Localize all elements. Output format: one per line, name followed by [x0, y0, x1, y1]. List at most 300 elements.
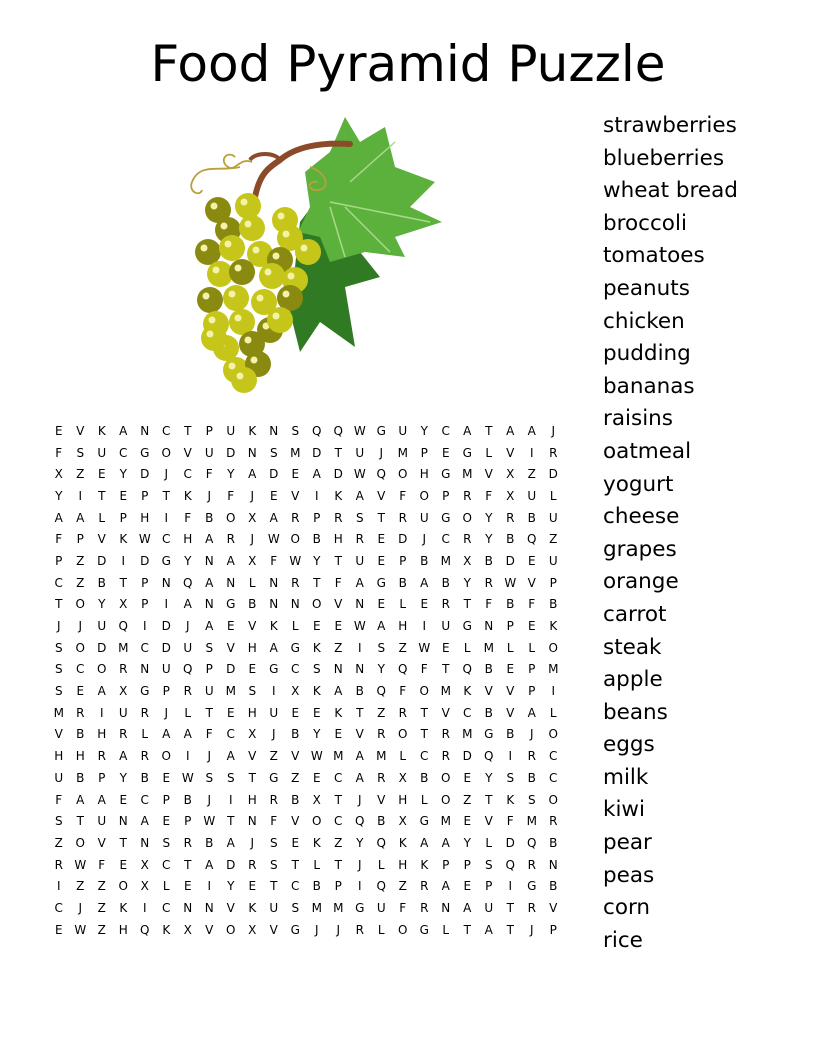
grid-letter[interactable]: C: [226, 727, 235, 742]
grid-letter[interactable]: B: [549, 879, 558, 894]
grid-letter[interactable]: A: [205, 575, 214, 590]
grid-letter[interactable]: O: [75, 640, 85, 655]
grid-letter[interactable]: O: [462, 510, 472, 525]
grid-letter[interactable]: K: [506, 792, 515, 807]
grid-letter[interactable]: P: [485, 879, 493, 894]
grid-letter[interactable]: D: [226, 857, 236, 872]
grid-letter[interactable]: T: [334, 857, 342, 872]
grid-letter[interactable]: I: [99, 705, 104, 720]
grid-letter[interactable]: O: [75, 597, 85, 612]
grid-letter[interactable]: C: [334, 814, 343, 829]
grid-letter[interactable]: A: [269, 640, 278, 655]
grid-letter[interactable]: K: [312, 684, 321, 699]
grid-letter[interactable]: K: [463, 684, 472, 699]
grid-letter[interactable]: O: [290, 532, 300, 547]
grid-letter[interactable]: V: [506, 445, 515, 460]
grid-letter[interactable]: S: [506, 770, 515, 785]
grid-letter[interactable]: R: [463, 488, 472, 503]
grid-letter[interactable]: P: [528, 684, 536, 699]
grid-letter[interactable]: J: [250, 532, 255, 547]
grid-letter[interactable]: P: [442, 488, 450, 503]
grid-letter[interactable]: S: [226, 770, 235, 785]
grid-letter[interactable]: E: [162, 814, 171, 829]
grid-letter[interactable]: P: [313, 510, 321, 525]
grid-letter[interactable]: R: [334, 510, 343, 525]
grid-letter[interactable]: E: [291, 467, 300, 482]
grid-letter[interactable]: I: [529, 445, 534, 460]
grid-letter[interactable]: V: [97, 532, 106, 547]
grid-letter[interactable]: V: [226, 900, 235, 915]
grid-letter[interactable]: Y: [420, 423, 428, 438]
grid-letter[interactable]: V: [76, 423, 85, 438]
grid-letter[interactable]: Z: [527, 467, 536, 482]
grid-letter[interactable]: X: [248, 727, 257, 742]
grid-letter[interactable]: B: [527, 510, 536, 525]
grid-letter[interactable]: P: [55, 553, 63, 568]
grid-letter[interactable]: E: [506, 662, 515, 677]
grid-letter[interactable]: P: [399, 553, 407, 568]
grid-letter[interactable]: B: [140, 770, 149, 785]
grid-letter[interactable]: J: [185, 619, 190, 634]
grid-letter[interactable]: J: [250, 835, 255, 850]
grid-letter[interactable]: X: [54, 467, 63, 482]
grid-letter[interactable]: B: [76, 770, 85, 785]
grid-letter[interactable]: U: [183, 640, 193, 655]
grid-letter[interactable]: M: [333, 900, 344, 915]
grid-letter[interactable]: Z: [463, 792, 472, 807]
grid-letter[interactable]: R: [527, 749, 536, 764]
grid-letter[interactable]: W: [353, 619, 366, 634]
grid-letter[interactable]: R: [269, 792, 278, 807]
grid-letter[interactable]: T: [420, 727, 428, 742]
grid-letter[interactable]: T: [184, 423, 192, 438]
grid-letter[interactable]: R: [355, 922, 364, 937]
grid-letter[interactable]: H: [75, 749, 85, 764]
grid-letter[interactable]: A: [355, 770, 364, 785]
grid-letter[interactable]: A: [527, 423, 536, 438]
grid-letter[interactable]: Q: [183, 575, 193, 590]
grid-letter[interactable]: A: [527, 705, 536, 720]
grid-letter[interactable]: A: [355, 749, 364, 764]
grid-letter[interactable]: Q: [333, 423, 343, 438]
grid-letter[interactable]: T: [227, 814, 235, 829]
grid-letter[interactable]: Z: [398, 879, 407, 894]
grid-letter[interactable]: K: [334, 488, 343, 503]
grid-letter[interactable]: I: [185, 749, 190, 764]
grid-letter[interactable]: N: [204, 900, 214, 915]
grid-letter[interactable]: W: [181, 770, 194, 785]
grid-letter[interactable]: Y: [463, 835, 471, 850]
grid-letter[interactable]: V: [506, 705, 515, 720]
grid-letter[interactable]: A: [162, 727, 171, 742]
grid-letter[interactable]: K: [248, 423, 257, 438]
grid-letter[interactable]: L: [399, 749, 407, 764]
grid-letter[interactable]: R: [527, 900, 536, 915]
grid-letter[interactable]: F: [506, 814, 514, 829]
grid-letter[interactable]: Q: [376, 467, 386, 482]
grid-letter[interactable]: U: [527, 488, 537, 503]
grid-letter[interactable]: Q: [118, 619, 128, 634]
grid-letter[interactable]: E: [463, 770, 472, 785]
grid-letter[interactable]: X: [398, 770, 407, 785]
grid-letter[interactable]: O: [75, 835, 85, 850]
grid-letter[interactable]: T: [420, 705, 428, 720]
grid-letter[interactable]: H: [247, 640, 257, 655]
grid-letter[interactable]: U: [97, 814, 107, 829]
grid-letter[interactable]: P: [442, 857, 450, 872]
grid-letter[interactable]: S: [248, 684, 257, 699]
grid-letter[interactable]: J: [529, 922, 534, 937]
grid-letter[interactable]: T: [442, 662, 450, 677]
grid-letter[interactable]: A: [76, 792, 85, 807]
grid-letter[interactable]: C: [291, 662, 300, 677]
grid-letter[interactable]: M: [311, 900, 322, 915]
grid-letter[interactable]: H: [183, 532, 193, 547]
grid-letter[interactable]: A: [441, 879, 450, 894]
grid-letter[interactable]: Z: [54, 835, 63, 850]
grid-letter[interactable]: C: [162, 532, 171, 547]
grid-letter[interactable]: U: [419, 510, 429, 525]
grid-letter[interactable]: W: [203, 814, 216, 829]
grid-letter[interactable]: P: [205, 423, 213, 438]
grid-letter[interactable]: F: [55, 532, 63, 547]
grid-letter[interactable]: H: [140, 510, 150, 525]
grid-letter[interactable]: I: [314, 488, 319, 503]
grid-letter[interactable]: R: [463, 532, 472, 547]
grid-letter[interactable]: N: [269, 423, 279, 438]
grid-letter[interactable]: M: [462, 727, 473, 742]
grid-letter[interactable]: V: [484, 684, 493, 699]
grid-letter[interactable]: R: [398, 510, 407, 525]
grid-letter[interactable]: Y: [184, 553, 192, 568]
grid-letter[interactable]: R: [441, 597, 450, 612]
grid-letter[interactable]: O: [548, 727, 558, 742]
grid-letter[interactable]: J: [207, 488, 212, 503]
grid-letter[interactable]: R: [183, 835, 192, 850]
grid-letter[interactable]: E: [420, 597, 429, 612]
grid-letter[interactable]: N: [269, 575, 279, 590]
grid-letter[interactable]: N: [140, 662, 150, 677]
grid-letter[interactable]: J: [78, 900, 83, 915]
grid-letter[interactable]: J: [336, 922, 341, 937]
grid-letter[interactable]: O: [548, 792, 558, 807]
grid-letter[interactable]: O: [548, 640, 558, 655]
grid-letter[interactable]: P: [119, 510, 127, 525]
grid-letter[interactable]: B: [549, 835, 558, 850]
grid-letter[interactable]: T: [506, 900, 514, 915]
grid-letter[interactable]: J: [164, 467, 169, 482]
word-search-grid[interactable]: [48, 420, 588, 941]
grid-letter[interactable]: G: [462, 445, 472, 460]
grid-letter[interactable]: E: [334, 727, 343, 742]
grid-letter[interactable]: U: [269, 900, 279, 915]
grid-letter[interactable]: W: [289, 553, 302, 568]
grid-letter[interactable]: Z: [398, 640, 407, 655]
grid-letter[interactable]: A: [355, 488, 364, 503]
grid-letter[interactable]: E: [248, 879, 257, 894]
grid-letter[interactable]: K: [312, 835, 321, 850]
grid-letter[interactable]: C: [54, 575, 63, 590]
grid-letter[interactable]: J: [78, 619, 83, 634]
grid-letter[interactable]: J: [250, 488, 255, 503]
grid-letter[interactable]: S: [205, 770, 214, 785]
grid-letter[interactable]: J: [314, 922, 319, 937]
grid-letter[interactable]: P: [334, 879, 342, 894]
grid-letter[interactable]: R: [119, 727, 128, 742]
grid-letter[interactable]: Y: [119, 770, 127, 785]
grid-letter[interactable]: A: [205, 619, 214, 634]
grid-letter[interactable]: X: [119, 684, 128, 699]
grid-letter[interactable]: N: [226, 575, 236, 590]
grid-letter[interactable]: Y: [55, 488, 63, 503]
grid-letter[interactable]: F: [205, 467, 213, 482]
grid-letter[interactable]: I: [78, 488, 83, 503]
grid-letter[interactable]: L: [291, 619, 299, 634]
grid-letter[interactable]: U: [161, 662, 171, 677]
grid-letter[interactable]: O: [312, 814, 322, 829]
grid-letter[interactable]: V: [291, 749, 300, 764]
grid-letter[interactable]: W: [310, 749, 323, 764]
grid-letter[interactable]: U: [398, 423, 408, 438]
grid-letter[interactable]: G: [140, 445, 150, 460]
grid-letter[interactable]: R: [355, 532, 364, 547]
grid-letter[interactable]: E: [312, 770, 321, 785]
grid-letter[interactable]: T: [463, 922, 471, 937]
grid-letter[interactable]: S: [291, 423, 300, 438]
grid-letter[interactable]: T: [334, 792, 342, 807]
grid-letter[interactable]: B: [527, 770, 536, 785]
grid-letter[interactable]: Z: [76, 467, 85, 482]
grid-letter[interactable]: E: [54, 423, 63, 438]
grid-letter[interactable]: C: [76, 662, 85, 677]
grid-letter[interactable]: H: [118, 922, 128, 937]
grid-letter[interactable]: M: [290, 445, 301, 460]
grid-letter[interactable]: W: [353, 423, 366, 438]
grid-letter[interactable]: A: [119, 749, 128, 764]
grid-letter[interactable]: S: [312, 662, 321, 677]
grid-letter[interactable]: H: [247, 705, 257, 720]
grid-letter[interactable]: M: [526, 814, 537, 829]
grid-letter[interactable]: L: [528, 640, 536, 655]
grid-letter[interactable]: F: [485, 488, 493, 503]
grid-letter[interactable]: X: [248, 922, 257, 937]
grid-letter[interactable]: P: [420, 445, 428, 460]
grid-letter[interactable]: Y: [313, 727, 321, 742]
grid-letter[interactable]: E: [226, 619, 235, 634]
grid-letter[interactable]: D: [226, 445, 236, 460]
grid-letter[interactable]: D: [97, 553, 107, 568]
grid-letter[interactable]: L: [377, 857, 385, 872]
grid-letter[interactable]: P: [162, 792, 170, 807]
grid-letter[interactable]: L: [377, 922, 385, 937]
grid-letter[interactable]: R: [377, 770, 386, 785]
grid-letter[interactable]: D: [548, 467, 558, 482]
grid-letter[interactable]: V: [269, 922, 278, 937]
grid-letter[interactable]: V: [377, 488, 386, 503]
grid-letter[interactable]: K: [549, 619, 558, 634]
grid-letter[interactable]: N: [548, 857, 558, 872]
grid-letter[interactable]: L: [442, 922, 450, 937]
grid-letter[interactable]: A: [140, 814, 149, 829]
grid-letter[interactable]: I: [207, 879, 212, 894]
grid-letter[interactable]: G: [269, 770, 279, 785]
grid-letter[interactable]: M: [440, 684, 451, 699]
grid-letter[interactable]: A: [226, 835, 235, 850]
grid-letter[interactable]: I: [357, 879, 362, 894]
grid-letter[interactable]: J: [164, 705, 169, 720]
grid-letter[interactable]: S: [269, 857, 278, 872]
grid-letter[interactable]: T: [485, 792, 493, 807]
grid-letter[interactable]: X: [506, 488, 515, 503]
grid-letter[interactable]: U: [204, 445, 214, 460]
grid-letter[interactable]: T: [119, 835, 127, 850]
grid-letter[interactable]: Z: [97, 879, 106, 894]
grid-letter[interactable]: E: [76, 684, 85, 699]
grid-letter[interactable]: Z: [269, 749, 278, 764]
grid-letter[interactable]: D: [333, 467, 343, 482]
grid-letter[interactable]: Z: [334, 640, 343, 655]
grid-letter[interactable]: E: [377, 597, 386, 612]
grid-letter[interactable]: Q: [376, 684, 386, 699]
grid-letter[interactable]: E: [527, 619, 536, 634]
grid-letter[interactable]: Y: [485, 532, 493, 547]
grid-letter[interactable]: E: [463, 814, 472, 829]
grid-letter[interactable]: C: [334, 770, 343, 785]
grid-letter[interactable]: X: [398, 814, 407, 829]
grid-letter[interactable]: D: [462, 749, 472, 764]
grid-letter[interactable]: R: [183, 684, 192, 699]
grid-letter[interactable]: B: [291, 792, 300, 807]
grid-letter[interactable]: A: [441, 835, 450, 850]
grid-letter[interactable]: A: [183, 597, 192, 612]
grid-letter[interactable]: O: [226, 510, 236, 525]
grid-letter[interactable]: Z: [291, 770, 300, 785]
grid-letter[interactable]: T: [248, 770, 256, 785]
grid-letter[interactable]: O: [441, 792, 451, 807]
grid-letter[interactable]: X: [506, 467, 515, 482]
grid-letter[interactable]: Y: [98, 597, 106, 612]
grid-letter[interactable]: F: [399, 684, 407, 699]
grid-letter[interactable]: Z: [334, 835, 343, 850]
grid-letter[interactable]: A: [183, 727, 192, 742]
grid-letter[interactable]: S: [527, 792, 536, 807]
grid-letter[interactable]: C: [162, 857, 171, 872]
grid-letter[interactable]: A: [506, 423, 515, 438]
grid-letter[interactable]: V: [549, 900, 558, 915]
grid-letter[interactable]: G: [441, 467, 451, 482]
grid-letter[interactable]: F: [528, 597, 536, 612]
grid-letter[interactable]: L: [248, 575, 256, 590]
grid-letter[interactable]: C: [441, 423, 450, 438]
grid-letter[interactable]: Q: [312, 423, 322, 438]
grid-letter[interactable]: A: [205, 857, 214, 872]
grid-letter[interactable]: J: [357, 857, 362, 872]
grid-letter[interactable]: L: [184, 705, 192, 720]
grid-letter[interactable]: R: [420, 900, 429, 915]
grid-letter[interactable]: A: [463, 423, 472, 438]
grid-letter[interactable]: Z: [76, 575, 85, 590]
grid-letter[interactable]: D: [161, 619, 171, 634]
grid-letter[interactable]: V: [248, 619, 257, 634]
grid-letter[interactable]: Q: [140, 922, 150, 937]
grid-letter[interactable]: E: [119, 488, 128, 503]
grid-letter[interactable]: K: [119, 900, 128, 915]
grid-letter[interactable]: G: [376, 423, 386, 438]
grid-letter[interactable]: Z: [97, 922, 106, 937]
grid-letter[interactable]: R: [76, 705, 85, 720]
grid-letter[interactable]: F: [55, 792, 63, 807]
grid-letter[interactable]: W: [74, 857, 87, 872]
grid-letter[interactable]: K: [119, 532, 128, 547]
grid-letter[interactable]: C: [291, 879, 300, 894]
grid-letter[interactable]: E: [183, 879, 192, 894]
grid-letter[interactable]: L: [463, 640, 471, 655]
grid-letter[interactable]: P: [528, 662, 536, 677]
grid-letter[interactable]: A: [355, 575, 364, 590]
grid-letter[interactable]: D: [505, 553, 515, 568]
grid-letter[interactable]: V: [377, 792, 386, 807]
grid-letter[interactable]: M: [483, 640, 494, 655]
grid-letter[interactable]: N: [355, 662, 365, 677]
grid-letter[interactable]: U: [376, 900, 386, 915]
grid-letter[interactable]: S: [54, 662, 63, 677]
grid-letter[interactable]: O: [161, 749, 171, 764]
grid-letter[interactable]: G: [527, 879, 537, 894]
grid-letter[interactable]: H: [398, 792, 408, 807]
grid-letter[interactable]: N: [140, 835, 150, 850]
grid-letter[interactable]: R: [119, 662, 128, 677]
grid-letter[interactable]: A: [484, 922, 493, 937]
grid-letter[interactable]: O: [398, 727, 408, 742]
grid-letter[interactable]: X: [183, 922, 192, 937]
grid-letter[interactable]: L: [399, 597, 407, 612]
grid-letter[interactable]: L: [98, 510, 106, 525]
grid-letter[interactable]: S: [54, 640, 63, 655]
grid-letter[interactable]: M: [333, 749, 344, 764]
grid-letter[interactable]: Y: [377, 662, 385, 677]
grid-letter[interactable]: V: [355, 727, 364, 742]
grid-letter[interactable]: V: [441, 705, 450, 720]
grid-letter[interactable]: E: [312, 705, 321, 720]
grid-letter[interactable]: T: [270, 879, 278, 894]
grid-letter[interactable]: N: [204, 553, 214, 568]
grid-letter[interactable]: A: [226, 553, 235, 568]
grid-letter[interactable]: I: [164, 597, 169, 612]
grid-letter[interactable]: A: [54, 510, 63, 525]
grid-letter[interactable]: L: [141, 727, 149, 742]
grid-letter[interactable]: K: [269, 619, 278, 634]
grid-letter[interactable]: C: [549, 749, 558, 764]
grid-letter[interactable]: X: [248, 553, 257, 568]
grid-letter[interactable]: T: [313, 575, 321, 590]
grid-letter[interactable]: N: [161, 575, 171, 590]
grid-letter[interactable]: P: [463, 857, 471, 872]
grid-letter[interactable]: O: [97, 662, 107, 677]
grid-letter[interactable]: F: [334, 575, 342, 590]
grid-letter[interactable]: M: [53, 705, 64, 720]
grid-letter[interactable]: O: [398, 467, 408, 482]
grid-letter[interactable]: T: [356, 705, 364, 720]
grid-letter[interactable]: W: [74, 922, 87, 937]
grid-letter[interactable]: Q: [484, 749, 494, 764]
grid-letter[interactable]: S: [54, 684, 63, 699]
grid-letter[interactable]: F: [399, 488, 407, 503]
grid-letter[interactable]: I: [164, 510, 169, 525]
grid-letter[interactable]: T: [485, 423, 493, 438]
grid-letter[interactable]: Y: [227, 467, 235, 482]
grid-letter[interactable]: Q: [462, 662, 472, 677]
grid-letter[interactable]: T: [119, 575, 127, 590]
